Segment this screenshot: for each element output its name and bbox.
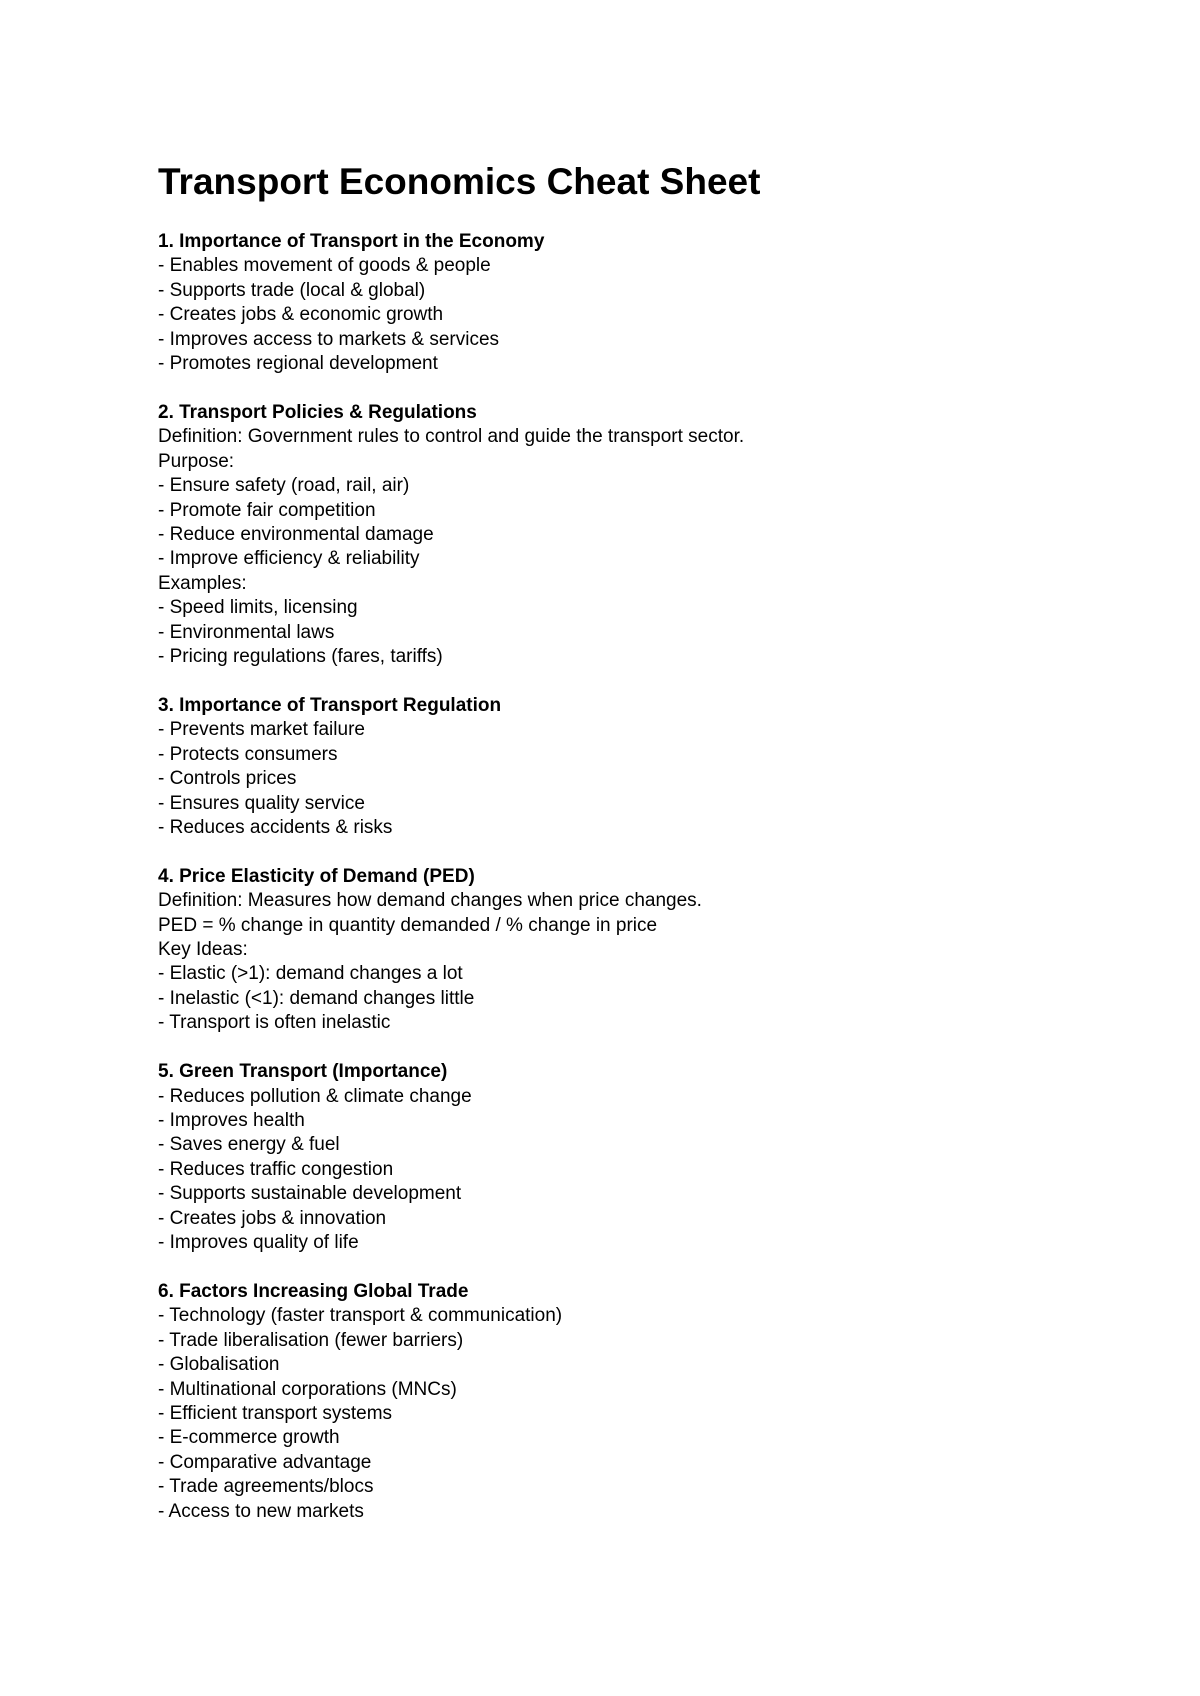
section-line: - E-commerce growth: [158, 1427, 340, 1449]
section-heading: 4. Price Elasticity of Demand (PED): [158, 865, 475, 887]
document-title: Transport Economics Cheat Sheet: [158, 161, 761, 202]
section-line: - Creates jobs & innovation: [158, 1207, 387, 1229]
section-3: [158, 694, 1138, 840]
section-line: Purpose:: [158, 450, 235, 472]
section-heading: 1. Importance of Transport in the Economy: [158, 231, 545, 252]
section-line: - Promotes regional development: [158, 353, 438, 375]
section-line: - Supports sustainable development: [158, 1183, 462, 1205]
section-line: - Reduces accidents & risks: [158, 816, 393, 838]
section-line: - Transport is often inelastic: [158, 1012, 391, 1034]
section-line: - Controls prices: [158, 768, 297, 790]
section-heading: 6. Factors Increasing Global Trade: [158, 1280, 469, 1302]
section-heading: 5. Green Transport (Importance): [158, 1061, 448, 1083]
section-1: [158, 230, 1138, 376]
section-line: - Reduces pollution & climate change: [158, 1085, 472, 1107]
section-line: - Creates jobs & economic growth: [158, 304, 444, 326]
section-heading: 3. Importance of Transport Regulation: [158, 694, 502, 716]
section-line: Definition: Measures how demand changes when price changes.: [158, 890, 702, 912]
section-5: [158, 1060, 1138, 1255]
section-line: - Pricing regulations (fares, tariffs): [158, 646, 443, 667]
section-line: Examples:: [158, 572, 247, 594]
section-line: - Trade liberalisation (fewer barriers): [158, 1329, 464, 1351]
section-line: - Globalisation: [158, 1354, 280, 1376]
section-line: - Reduce environmental damage: [158, 523, 434, 545]
section-2: [158, 401, 1138, 669]
section-line: - Inelastic (<1): demand changes little: [158, 987, 475, 1009]
section-line: - Promote fair competition: [158, 499, 376, 521]
section-heading: 2. Transport Policies & Regulations: [158, 401, 477, 423]
section-line: - Improve efficiency & reliability: [158, 548, 420, 570]
section-line: - Improves access to markets & services: [158, 328, 500, 350]
section-line: - Improves health: [158, 1110, 305, 1131]
section-line: - Prevents market failure: [158, 719, 365, 741]
section-line: - Environmental laws: [158, 621, 335, 643]
section-line: - Improves quality of life: [158, 1232, 359, 1254]
section-line: - Elastic (>1): demand changes a lot: [158, 963, 463, 985]
section-line: - Trade agreements/blocs: [158, 1476, 374, 1498]
document-page: [158, 160, 1138, 1549]
section-line: Definition: Government rules to control and guide the transport sector.: [158, 426, 745, 448]
section-6: [158, 1280, 1138, 1524]
section-line: - Efficient transport systems: [158, 1402, 393, 1424]
section-line: - Technology (faster transport & communication): [158, 1305, 563, 1327]
section-line: - Multinational corporations (MNCs): [158, 1378, 457, 1400]
section-line: - Comparative advantage: [158, 1451, 372, 1473]
section-line: - Ensures quality service: [158, 792, 365, 814]
section-line: - Protects consumers: [158, 743, 338, 765]
section-line: - Speed limits, licensing: [158, 597, 358, 619]
section-line: - Reduces traffic congestion: [158, 1158, 394, 1180]
section-line: - Enables movement of goods & people: [158, 255, 491, 277]
section-line: - Ensure safety (road, rail, air): [158, 475, 410, 497]
section-line: - Access to new markets: [158, 1500, 364, 1522]
section-line: Key Ideas:: [158, 939, 248, 961]
section-4: [158, 865, 1138, 1036]
section-line: PED = % change in quantity demanded / % change in price: [158, 914, 658, 936]
section-line: - Saves energy & fuel: [158, 1134, 340, 1156]
document-body: [158, 230, 1138, 1524]
section-line: - Supports trade (local & global): [158, 279, 426, 301]
